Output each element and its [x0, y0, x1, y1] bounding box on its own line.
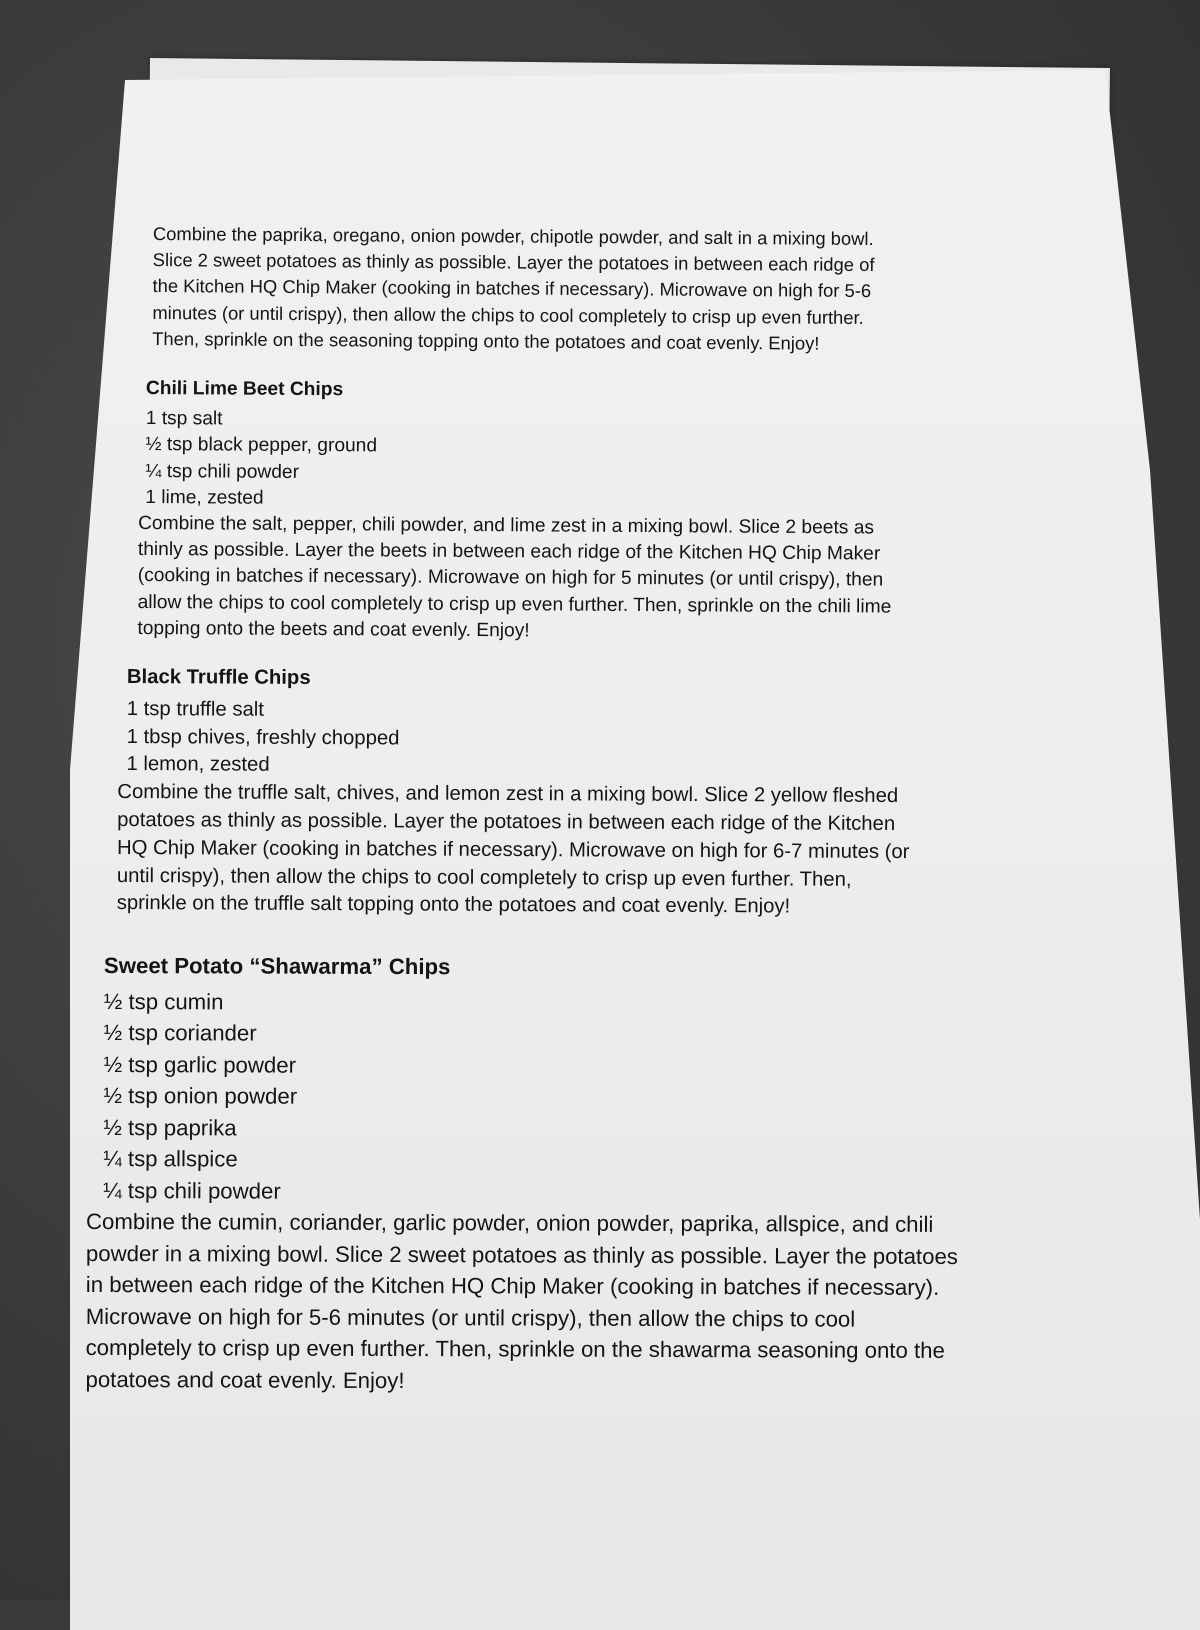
instruction-line: Combine the cumin, coriander, garlic powder, onion powder, paprika, allspice, and chili [86, 1208, 934, 1237]
ingredient-item: 1 tsp salt [145, 408, 223, 430]
intro-line: Combine the paprika, oregano, onion powder, chipotle powder, and salt in a mixing bowl. [152, 222, 874, 250]
ingredient-list [126, 696, 910, 783]
ingredient-item: 1 tsp truffle salt [126, 697, 264, 721]
recipe-instructions [117, 779, 910, 922]
ingredient-item: ¼ tsp chili powder [145, 460, 300, 483]
intro-paragraph [152, 221, 875, 357]
ingredient-item: ½ tsp coriander [103, 1019, 257, 1046]
intro-line: minutes (or until crispy), then allow the chips to cool completely to crisp up even further. [152, 301, 864, 328]
recipe-instructions [137, 511, 891, 647]
ingredient-item: ½ tsp garlic powder [103, 1051, 297, 1078]
instruction-line: (cooking in batches if necessary). Microwave on high for 5 minutes (or until crispy), then [137, 565, 884, 591]
recipe-title: Sweet Potato “Shawarma” Chips [103, 953, 451, 980]
instruction-line: powder in a mixing bowl. Slice 2 sweet potatoes as thinly as possible. Layer the potatoes [85, 1240, 958, 1269]
instruction-line: completely to crisp up even further. Then, sprinkle on the shawarma seasoning onto the [85, 1334, 945, 1363]
recipe-instructions [85, 1206, 958, 1398]
ingredient-list [145, 406, 892, 515]
recipe-title: Chili Lime Beet Chips [145, 377, 344, 401]
instruction-line: topping onto the beets and coat evenly. Enjoy! [137, 617, 530, 642]
instruction-line: potatoes as thinly as possible. Layer the potatoes in between each ridge of the Kitchen [117, 808, 896, 836]
instruction-line: Combine the truffle salt, chives, and lemon zest in a mixing bowl. Slice 2 yellow fleshed [117, 781, 899, 808]
instruction-line: in between each ridge of the Kitchen HQ Chip Maker (cooking in batches if necessary). [85, 1271, 940, 1300]
intro-line: the Kitchen HQ Chip Maker (cooking in batches if necessary). Microwave on high for 5-6 [152, 275, 872, 302]
ingredient-item: ½ tsp black pepper, ground [145, 434, 378, 457]
ingredient-item: 1 tbsp chives, freshly chopped [126, 725, 400, 750]
instruction-line: allow the chips to cool completely to crisp up even further. Then, sprinkle on the chili lime [137, 591, 892, 618]
instruction-line: sprinkle on the truffle salt topping onto the potatoes and coat evenly. Enjoy! [116, 892, 791, 918]
ingredient-item: ¼ tsp chili powder [103, 1177, 281, 1204]
recipe-sweet-potato-shawarma-chips [85, 950, 959, 1398]
recipe-black-truffle-chips [116, 664, 911, 922]
intro-line: Slice 2 sweet potatoes as thinly as possible. Layer the potatoes in between each ridge of [152, 249, 875, 276]
intro-line: Then, sprinkle on the seasoning topping onto the potatoes and coat evenly. Enjoy! [152, 327, 820, 354]
ingredient-item: ½ tsp onion powder [103, 1082, 298, 1109]
ingredient-list [103, 985, 959, 1208]
ingredient-item: ¼ tsp allspice [103, 1145, 238, 1172]
instruction-line: thinly as possible. Layer the beets in between each ridge of the Kitchen HQ Chip Maker [137, 539, 881, 565]
ingredient-item: 1 lime, zested [145, 486, 264, 509]
recipe-chili-lime-beet-chips [137, 376, 892, 647]
ingredient-item: 1 lemon, zested [126, 753, 270, 777]
ingredient-item: ½ tsp paprika [103, 1114, 237, 1140]
ingredient-item: ½ tsp cumin [103, 988, 224, 1014]
instruction-line: until crispy), then allow the chips to cool completely to crisp up even further. Then, [116, 864, 852, 891]
instruction-line: potatoes and coat evenly. Enjoy! [85, 1366, 405, 1393]
instruction-line: HQ Chip Maker (cooking in batches if necessary). Microwave on high for 6-7 minutes (or [116, 836, 910, 863]
recipe-title: Black Truffle Chips [126, 666, 311, 689]
instruction-line: Microwave on high for 5-6 minutes (or until crispy), then allow the chips to cool [85, 1303, 856, 1332]
instruction-line: Combine the salt, pepper, chili powder, and lime zest in a mixing bowl. Slice 2 beets as [138, 512, 875, 539]
